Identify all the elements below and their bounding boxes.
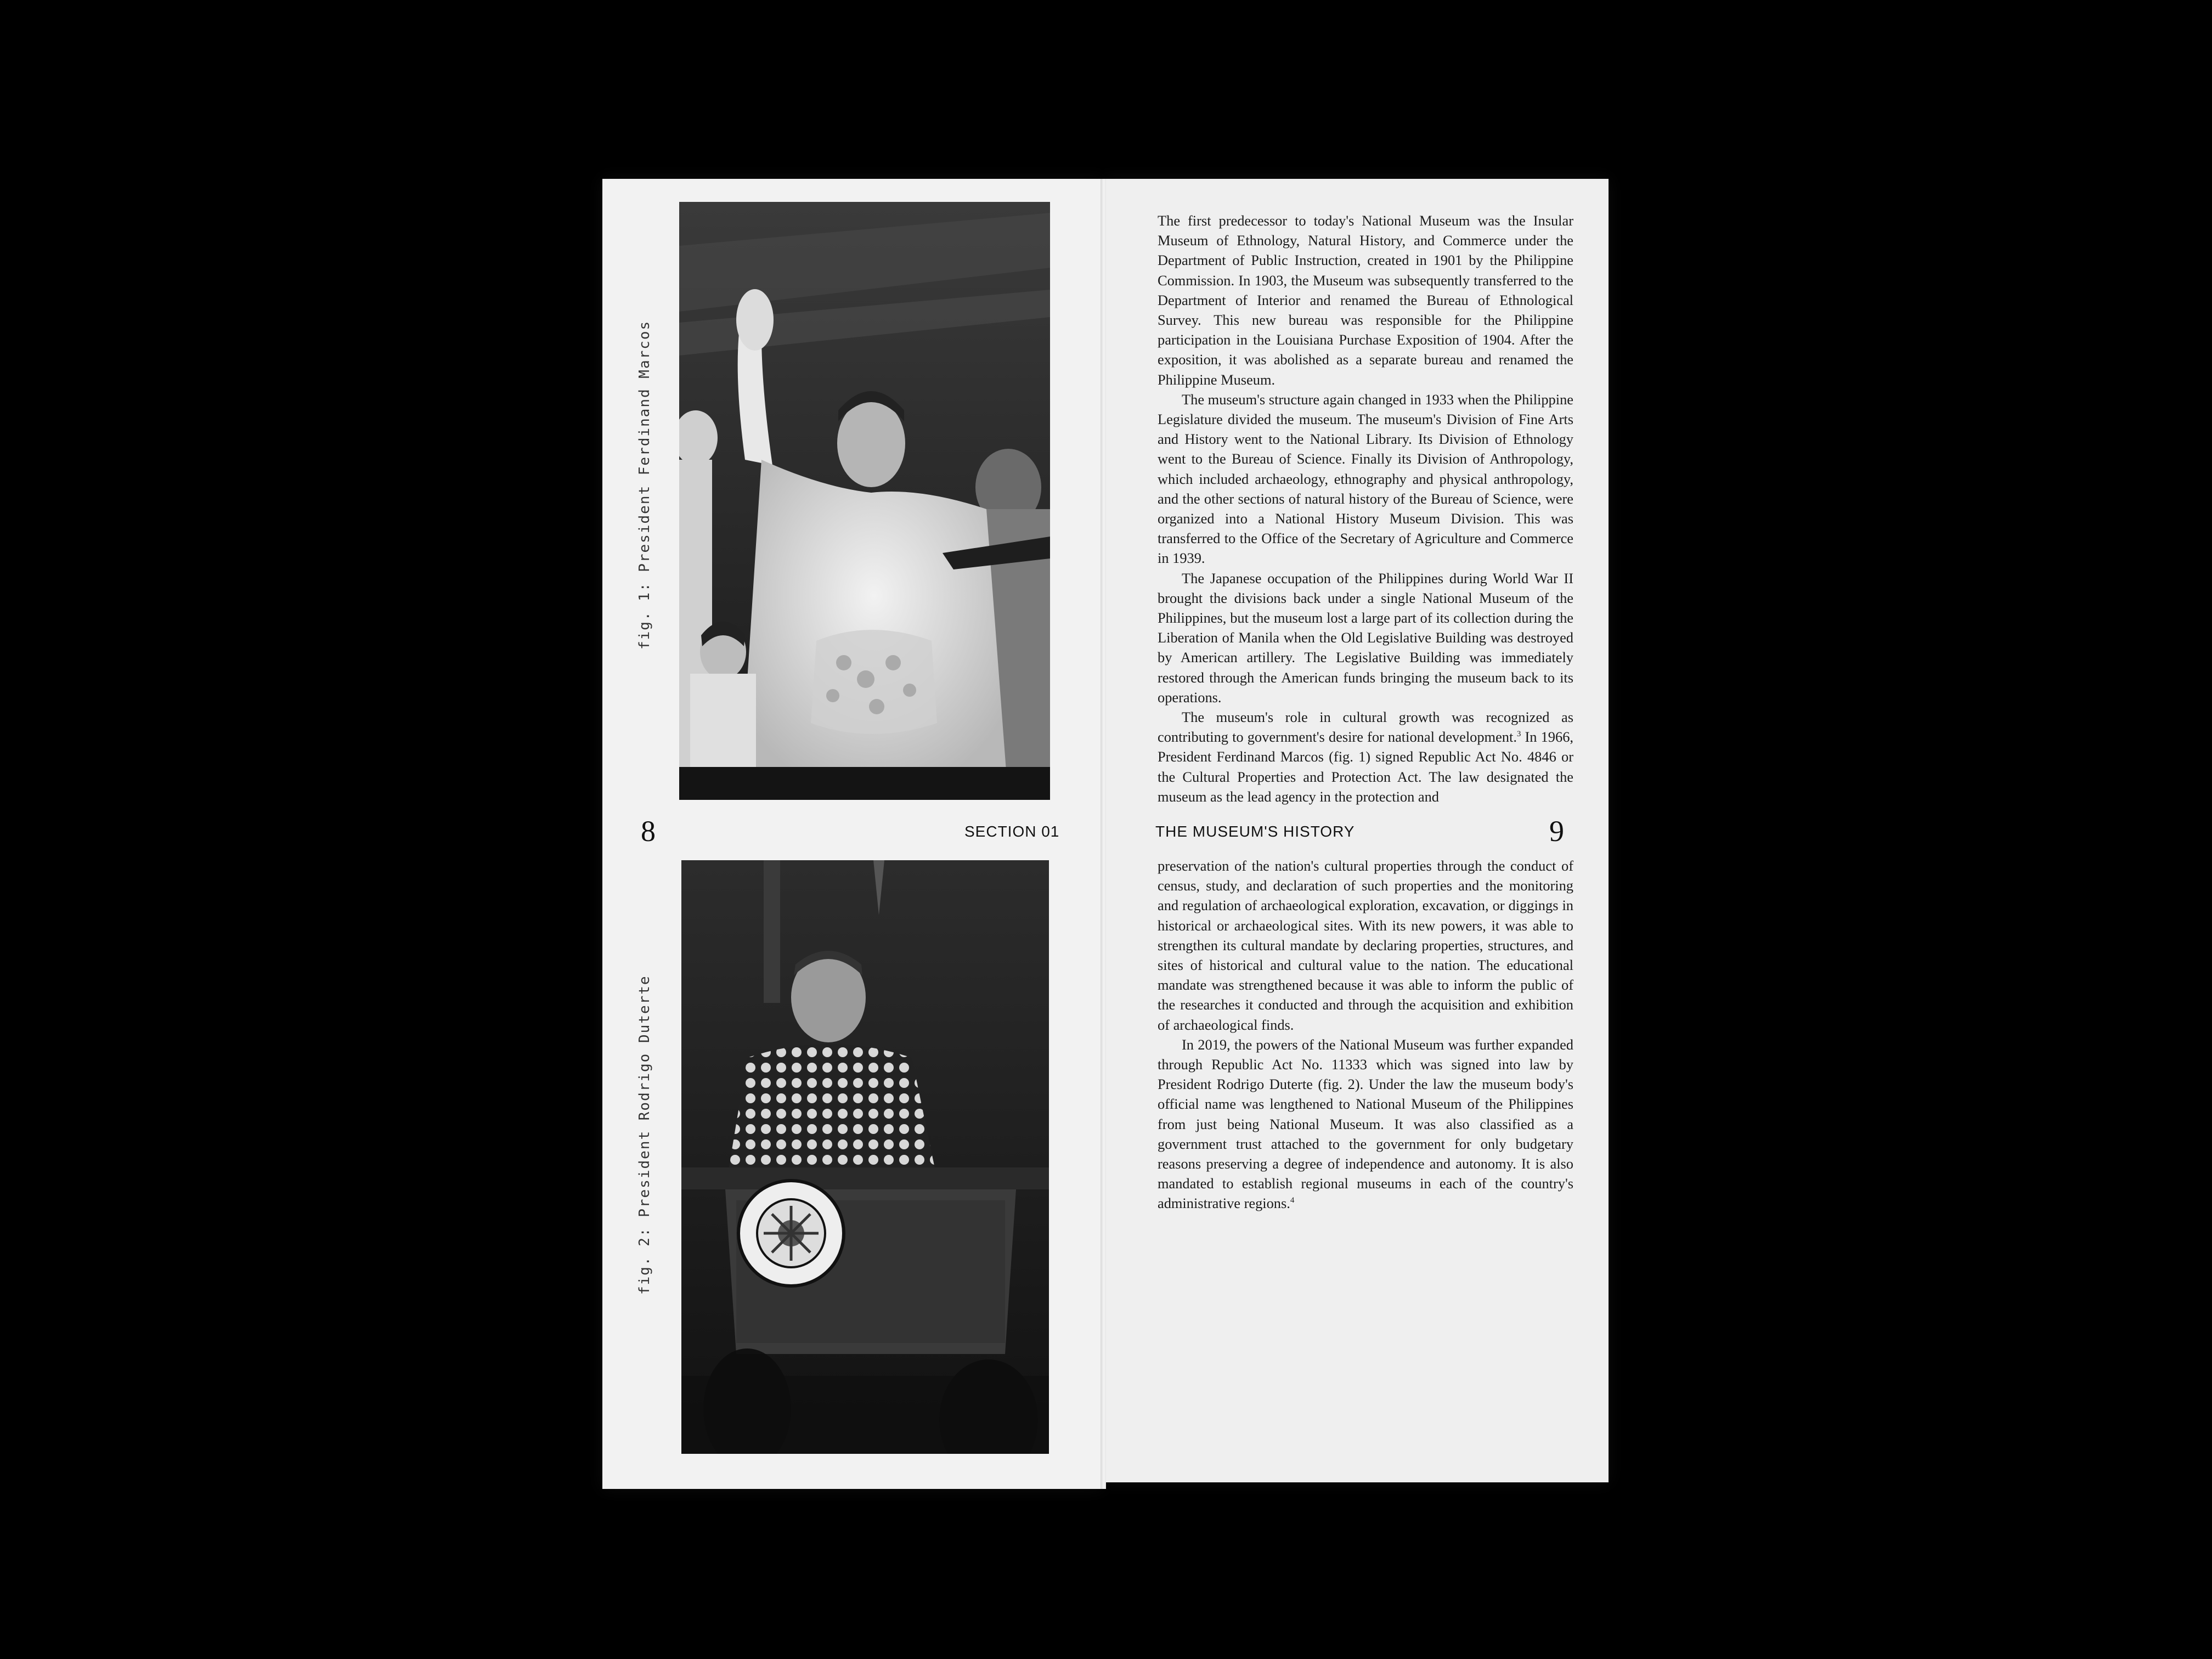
footnote-3: 3 [1516, 730, 1521, 739]
page-number-right: 9 [1549, 815, 1564, 848]
paragraph-4-rest: In 1966, President Ferdinand Marcos (fig. 1) signed Republic Act No. 4846 or the Cultural Properties and Protection Act. The law designated the museum as the lead agency in the protection and [1158, 729, 1573, 805]
body-text-top [1158, 211, 1573, 806]
body-text-bottom [1158, 856, 1573, 1214]
paragraph-4 [1158, 707, 1573, 806]
figure-2-photo [681, 860, 1049, 1454]
paragraph-5: preservation of the nation's cultural properties through the conduct of census, study, and declaration of such properties and the monitoring and regulation of archaeological exploration, excavation, or diggings in historical or archaeological sites. With its new powers, it was able to strengthen its cultural mandate by declaring properties, structures, and sites of historical and cultural value to the nation. The educational mandate was strengthened because it was able to inform the public of the researches it conducted and through the acquisition and exhibition of archaeological finds. [1158, 857, 1573, 1033]
paragraph-3: The Japanese occupation of the Philippines during World War II brought the divisions back under a single National Museum of the Philippines, but the museum lost a large part of its collection during the Liberation of Manila when the Old Legislative Building was destroyed by American artillery. The Legislative Building was immediately restored through the American funds bringing the museum back to its operations. [1158, 569, 1573, 706]
book-spine [1101, 179, 1106, 1489]
figure-1-photo [679, 202, 1050, 800]
paragraph-2: The museum's structure again changed in 1933 when the Philippine Legislature divided the museum. The museum's Division of Fine Arts and History went to the National Library. Its Division of Ethnology went to the Bureau of Science. Finally its Division of Anthropology, which included archaeology, ethnography and physical anthropology, and the other sections of natural history of the Bureau of Science, were organized into a National History Museum Division. This was transferred to the Office of the Secretary of Agriculture and Commerce in 1939. [1158, 391, 1573, 567]
paragraph-6 [1158, 1035, 1573, 1214]
running-head-title: THE MUSEUM'S HISTORY [1155, 823, 1355, 840]
paragraph-4-start: The museum's role in cultural growth was recognized as contributing to government's desire for national development. [1158, 709, 1573, 746]
footnote-4: 4 [1290, 1196, 1295, 1205]
paragraph-6-text: In 2019, the powers of the National Museum was further expanded through Republic Act No. 11333 which was signed into law by President Rodrigo Duterte (fig. 2). Under the law the museum body's official name was lengthened to National Museum of the Philippines from just being National Museum. It was also classified as a government trust attached to the government for only budgetary reasons preserving a degree of independence and autonomy. It is also mandated to establish regional museums in each of the country's administrative regions. [1158, 1036, 1573, 1212]
page-number-left: 8 [641, 815, 656, 848]
figure-1-caption: fig. 1: President Ferdinand Marcos [636, 320, 653, 650]
figure-2-caption: fig. 2: President Rodrigo Duterte [636, 975, 653, 1295]
running-head-section: SECTION 01 [964, 823, 1060, 840]
paragraph-1: The first predecessor to today's National Museum was the Insular Museum of Ethnology, Natural History, and Commerce under the Department of Public Instruction, created in 1901 by the Philippine Commission. In 1903, the Museum was subsequently transferred to the Department of Interior and renamed the Bureau of Ethnological Survey. This new bureau was responsible for the Philippine participation in the Louisiana Purchase Exposition of 1904. After the exposition, it was abolished as a separate bureau and renamed the Philippine Museum. [1158, 212, 1573, 388]
